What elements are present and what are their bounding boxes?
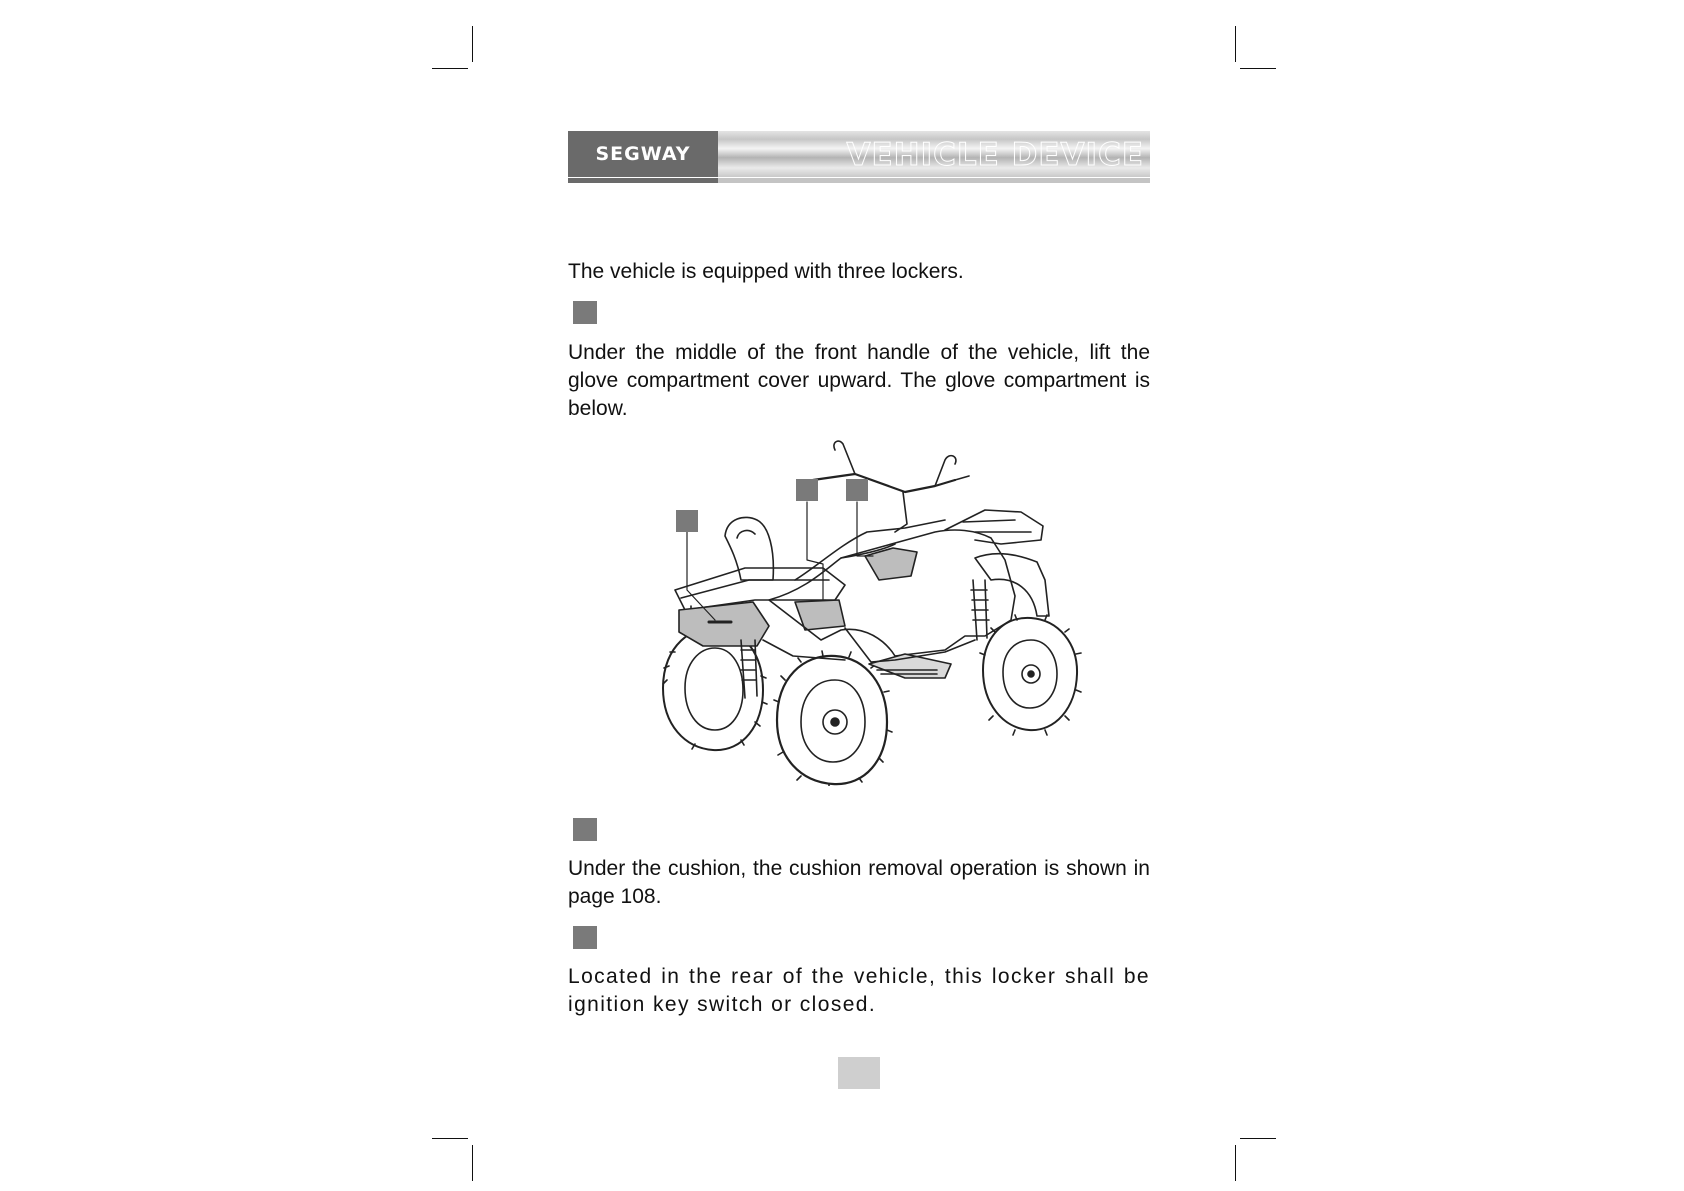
callout-line-3	[857, 502, 873, 556]
crop-mark-bottom-right-h	[1240, 1138, 1276, 1139]
backrest	[725, 517, 773, 580]
brand-logo-text: SEGWAY	[595, 143, 691, 165]
callout-marker-3	[846, 479, 868, 501]
crop-mark-bottom-left-h	[432, 1138, 468, 1139]
locker-marker-2	[573, 818, 597, 841]
callout-marker-2	[796, 479, 818, 501]
locker-marker-3	[573, 926, 597, 949]
atv-drawing	[645, 440, 1095, 786]
crop-mark-bottom-left-v	[472, 1145, 473, 1181]
header-band	[718, 131, 1150, 177]
page-number-tab	[838, 1057, 880, 1089]
callout-line-2	[807, 502, 823, 600]
crop-mark-top-right-v	[1235, 26, 1236, 62]
header-rule-light	[718, 178, 1150, 183]
locker-2-paragraph: Under the cushion, the cushion removal operation is shown in page 108.	[568, 857, 1150, 908]
glove-locker	[865, 548, 917, 580]
intro-paragraph: The vehicle is equipped with three lockers.	[568, 260, 964, 283]
crop-mark-top-left-v	[472, 26, 473, 62]
atv-illustration	[645, 440, 1095, 786]
crop-mark-top-right-h	[1240, 68, 1276, 69]
locker-marker-1	[573, 301, 597, 324]
front-left-wheel	[774, 651, 892, 786]
crop-mark-bottom-right-v	[1235, 1145, 1236, 1181]
page-header	[568, 131, 1150, 183]
crop-mark-top-left-h	[432, 68, 468, 69]
locker-1-paragraph: Under the middle of the front handle of the vehicle, lift the glove compartment cover upward. The glove compartment is below.	[568, 341, 1150, 420]
callout-marker-1	[676, 510, 698, 532]
brand-logo	[568, 131, 718, 177]
section-title: VEHICLE DEVICE	[846, 137, 1144, 173]
handlebar	[813, 474, 955, 492]
front-right-wheel	[980, 615, 1081, 735]
header-rule-dark	[568, 178, 718, 183]
locker-3-paragraph: Located in the rear of the vehicle, this locker shall be ignition key switch or closed.	[568, 965, 1150, 1016]
